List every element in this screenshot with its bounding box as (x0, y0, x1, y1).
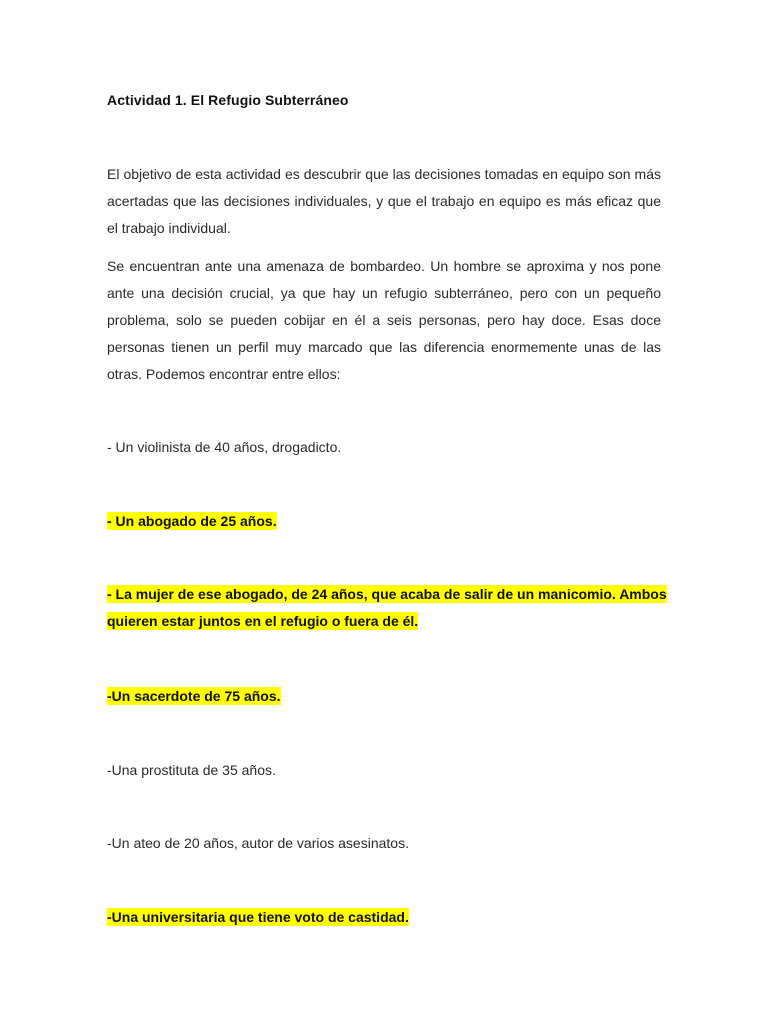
intro-paragraph: El objetivo de esta actividad es descubrir que las decisiones tomadas en equipo son más acertadas que las decisiones individuales, y que el trabajo en equipo es más eficaz que el trabajo individual. (107, 166, 661, 236)
list-item-highlighted (107, 904, 667, 931)
list-item-highlighted (107, 683, 667, 710)
list-item-text: - Un violinista de 40 años, drogadicto. (107, 439, 342, 455)
list-item-highlighted (107, 508, 667, 535)
scenario-paragraph: Se encuentran ante una amenaza de bombardeo. Un hombre se aproxima y nos pone ante una decisión crucial, ya que hay un refugio subterráneo, pero con un pequeño problema, solo se pueden cobijar en él a seis personas, pero hay doce. Esas doce personas tienen un perfil muy marcado que las diferencia enormemente unas de las otras. Podemos encontrar entre ellos: (107, 258, 661, 382)
list-item-text: -Una universitaria que tiene voto de castidad. (107, 909, 409, 925)
list-item-highlighted (107, 581, 667, 635)
list-item-text: - La mujer de ese abogado, de 24 años, que acaba de salir de un manicomio. Ambos quieren estar juntos en el refugio o fuera de él. (107, 586, 667, 629)
list-item-text: -Una prostituta de 35 años. (107, 762, 276, 778)
list-item (107, 757, 667, 784)
list-item-text: -Un sacerdote de 75 años. (107, 688, 281, 704)
list-item (107, 830, 667, 857)
document-title: Actividad 1. El Refugio Subterráneo (107, 92, 349, 108)
list-item (107, 434, 667, 461)
list-item-text: - Un abogado de 25 años. (107, 513, 277, 529)
list-item-text: -Un ateo de 20 años, autor de varios asesinatos. (107, 835, 409, 851)
